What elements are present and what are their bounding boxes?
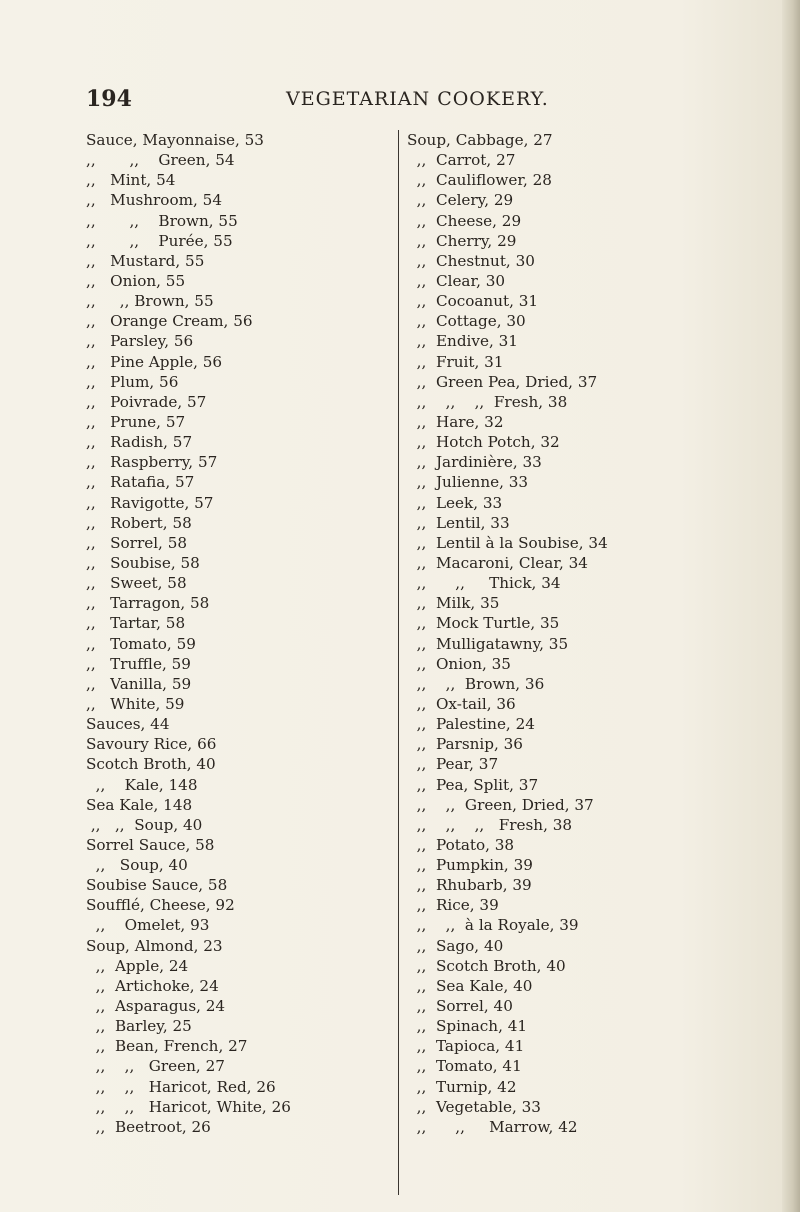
index-entry: ,, Mustard, 55 bbox=[86, 251, 205, 270]
index-entry: ,, Kale, 148 bbox=[86, 775, 198, 794]
index-entry: ,, White, 59 bbox=[86, 694, 185, 713]
index-entry: ,, Leek, 33 bbox=[407, 493, 503, 512]
index-entry: Soup, Almond, 23 bbox=[86, 936, 223, 955]
index-entry: ,, Pine Apple, 56 bbox=[86, 352, 223, 371]
index-entry: ,, Tartar, 58 bbox=[86, 614, 186, 633]
page-number: 194 bbox=[86, 86, 132, 112]
index-entry: ,, ,, Haricot, White, 26 bbox=[86, 1097, 291, 1116]
index-entry: ,, ,, Thick, 34 bbox=[407, 574, 561, 593]
page-edge bbox=[782, 0, 800, 1212]
index-entry: ,, Pear, 37 bbox=[407, 755, 499, 774]
index-entry: ,, Robert, 58 bbox=[86, 513, 192, 532]
index-entry: ,, Barley, 25 bbox=[86, 1017, 192, 1036]
index-entry: ,, Tarragon, 58 bbox=[86, 594, 210, 613]
index-entry: ,, Tomato, 59 bbox=[86, 634, 196, 653]
index-entry: ,, Onion, 55 bbox=[86, 271, 186, 290]
index-entry: Soufflé, Cheese, 92 bbox=[86, 896, 235, 915]
index-entry: ,, ,, à la Royale, 39 bbox=[407, 916, 579, 935]
index-entry: ,, Asparagus, 24 bbox=[86, 997, 226, 1016]
index-entry: ,, Hotch Potch, 32 bbox=[407, 433, 560, 452]
index-entry: ,, Julienne, 33 bbox=[407, 473, 529, 492]
index-entry: ,, Spinach, 41 bbox=[407, 1017, 528, 1036]
index-entry: ,, ,, Purée, 55 bbox=[86, 231, 233, 250]
index-entry: ,, Cherry, 29 bbox=[407, 231, 517, 250]
index-entry: Sea Kale, 148 bbox=[86, 795, 193, 814]
index-entry: ,, Parsnip, 36 bbox=[407, 735, 523, 754]
index-entry: ,, Tomato, 41 bbox=[407, 1057, 522, 1076]
index-entry: ,, Soubise, 58 bbox=[86, 553, 200, 572]
index-entry: ,, Soup, 40 bbox=[86, 856, 188, 875]
index-entry: ,, Bean, French, 27 bbox=[86, 1037, 248, 1056]
page-header bbox=[86, 86, 726, 116]
index-entry: ,, Raspberry, 57 bbox=[86, 453, 218, 472]
index-entry: ,, Celery, 29 bbox=[407, 191, 514, 210]
index-entry: ,, Vanilla, 59 bbox=[86, 674, 192, 693]
index-entry: ,, Orange Cream, 56 bbox=[86, 312, 253, 331]
index-entry: ,, Rice, 39 bbox=[407, 896, 499, 915]
index-entry: ,, Fruit, 31 bbox=[407, 352, 504, 371]
index-entry: ,, ,, Brown, 36 bbox=[407, 674, 545, 693]
index-entry: ,, ,, Haricot, Red, 26 bbox=[86, 1077, 276, 1096]
index-entry: ,, Poivrade, 57 bbox=[86, 392, 207, 411]
index-entry: ,, Sorrel, 40 bbox=[407, 997, 513, 1016]
index-entry: Sauces, 44 bbox=[86, 715, 170, 734]
index-entry: Sorrel Sauce, 58 bbox=[86, 835, 215, 854]
index-entry: ,, Mushroom, 54 bbox=[86, 191, 222, 210]
index-entry: ,, Scotch Broth, 40 bbox=[407, 956, 566, 975]
index-entry: ,, Cottage, 30 bbox=[407, 312, 526, 331]
index-entry: ,, Sorrel, 58 bbox=[86, 533, 188, 552]
index-entry: ,, Lentil à la Soubise, 34 bbox=[407, 533, 608, 552]
index-entry: ,, Tapioca, 41 bbox=[407, 1037, 525, 1056]
index-entry: ,, Chestnut, 30 bbox=[407, 251, 535, 270]
running-title: VEGETARIAN COOKERY. bbox=[286, 88, 549, 110]
index-entry: ,, Green Pea, Dried, 37 bbox=[407, 372, 598, 391]
index-entry: ,, ,, Green, 27 bbox=[86, 1057, 225, 1076]
index-entry: Savoury Rice, 66 bbox=[86, 735, 217, 754]
index-entry: ,, Sago, 40 bbox=[407, 936, 504, 955]
index-entry: ,, Milk, 35 bbox=[407, 594, 500, 613]
index-entry: ,, ,, Soup, 40 bbox=[86, 815, 203, 834]
index-entry: ,, Radish, 57 bbox=[86, 433, 193, 452]
index-entry: ,, Pumpkin, 39 bbox=[407, 856, 533, 875]
index-entry: ,, Carrot, 27 bbox=[407, 151, 516, 170]
index-entry: ,, Sweet, 58 bbox=[86, 574, 187, 593]
index-entry: ,, Clear, 30 bbox=[407, 271, 506, 290]
index-column-right bbox=[407, 130, 737, 1137]
index-entry: ,, Palestine, 24 bbox=[407, 715, 535, 734]
index-entry: ,, Plum, 56 bbox=[86, 372, 179, 391]
index-entry: ,, Potato, 38 bbox=[407, 835, 515, 854]
index-entry: ,, ,, Brown, 55 bbox=[86, 292, 214, 311]
index-entry: ,, Ox-tail, 36 bbox=[407, 694, 516, 713]
index-entry: ,, Turnip, 42 bbox=[407, 1077, 517, 1096]
index-entry: Soubise Sauce, 58 bbox=[86, 876, 228, 895]
index-entry: ,, Onion, 35 bbox=[407, 654, 511, 673]
index-entry: ,, Prune, 57 bbox=[86, 412, 186, 431]
index-entry: ,, Endive, 31 bbox=[407, 332, 518, 351]
index-entry: ,, Macaroni, Clear, 34 bbox=[407, 553, 588, 572]
index-entry: ,, Omelet, 93 bbox=[86, 916, 210, 935]
index-entry: ,, Mint, 54 bbox=[86, 171, 176, 190]
index-entry: ,, ,, Green, Dried, 37 bbox=[407, 795, 594, 814]
index-entry: ,, Sea Kale, 40 bbox=[407, 976, 533, 995]
index-entry: Sauce, Mayonnaise, 53 bbox=[86, 131, 264, 149]
index-entry: ,, ,, ,, Fresh, 38 bbox=[407, 815, 573, 834]
column-divider bbox=[398, 130, 399, 1195]
index-entry: ,, Cauliflower, 28 bbox=[407, 171, 552, 190]
index-entry: ,, ,, Brown, 55 bbox=[86, 211, 238, 230]
index-entry: ,, Cocoanut, 31 bbox=[407, 292, 539, 311]
index-entry: ,, Lentil, 33 bbox=[407, 513, 510, 532]
index-column-left bbox=[86, 130, 386, 1137]
index-entry: ,, Vegetable, 33 bbox=[407, 1097, 541, 1116]
index-entry: ,, Pea, Split, 37 bbox=[407, 775, 539, 794]
index-entry: ,, Hare, 32 bbox=[407, 412, 504, 431]
index-entry: Scotch Broth, 40 bbox=[86, 755, 216, 774]
index-entry: ,, Jardinière, 33 bbox=[407, 453, 542, 472]
index-entry: ,, ,, ,, Fresh, 38 bbox=[407, 392, 568, 411]
index-entry: ,, Truffle, 59 bbox=[86, 654, 191, 673]
index-entry: ,, ,, Green, 54 bbox=[86, 151, 235, 170]
index-entry: ,, Beetroot, 26 bbox=[86, 1117, 211, 1136]
index-entry: ,, Apple, 24 bbox=[86, 956, 189, 975]
index-entry: ,, Cheese, 29 bbox=[407, 211, 522, 230]
index-entry: ,, Ravigotte, 57 bbox=[86, 493, 214, 512]
index-entry: ,, ,, Marrow, 42 bbox=[407, 1117, 578, 1136]
index-entry: ,, Parsley, 56 bbox=[86, 332, 194, 351]
index-entry: ,, Ratafia, 57 bbox=[86, 473, 195, 492]
index-entry: ,, Rhubarb, 39 bbox=[407, 876, 532, 895]
index-entry: ,, Mock Turtle, 35 bbox=[407, 614, 560, 633]
index-entry: ,, Artichoke, 24 bbox=[86, 976, 219, 995]
index-entry: Soup, Cabbage, 27 bbox=[407, 131, 553, 149]
index-entry: ,, Mulligatawny, 35 bbox=[407, 634, 569, 653]
